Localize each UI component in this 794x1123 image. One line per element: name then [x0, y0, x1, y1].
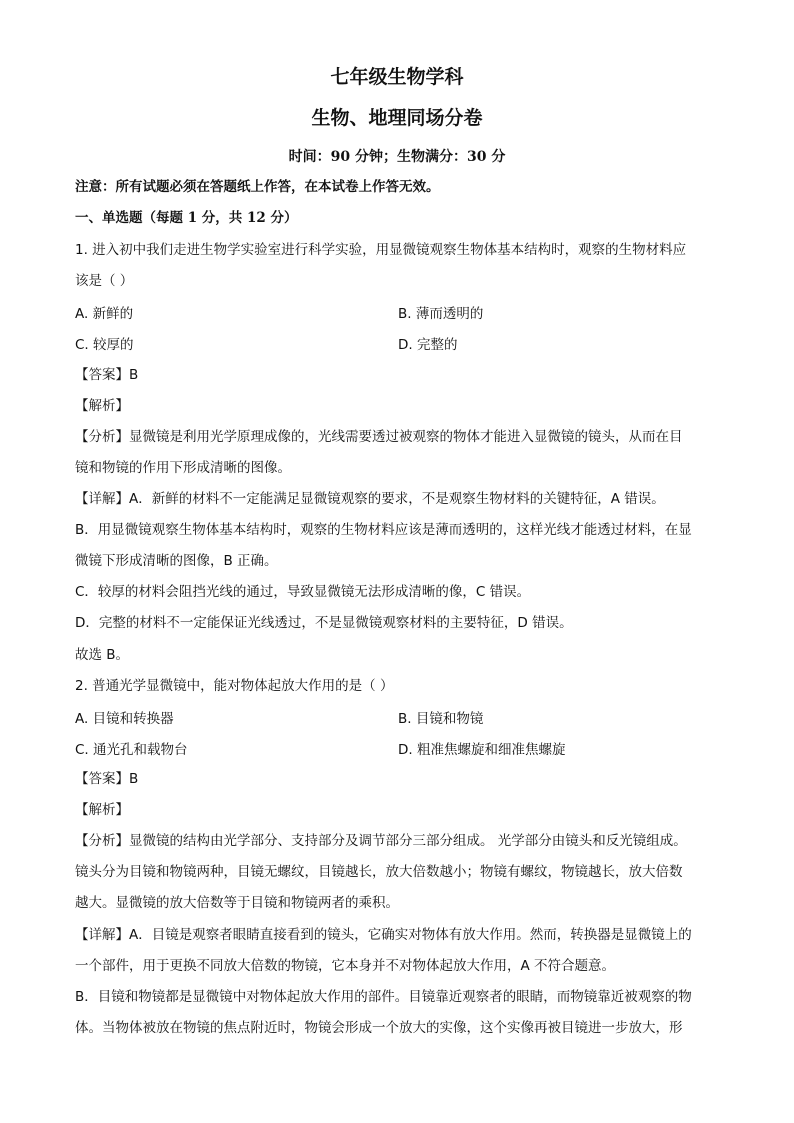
q1-fenxi-line1: 【分析】显微镜是利用光学原理成像的，光线需要透过被观察的物体才能进入显微镜的镜头，从而在目	[75, 429, 683, 445]
q1-conclusion: 故选 B。	[75, 647, 130, 663]
q1-option-a: A. 新鲜的	[75, 306, 134, 322]
q1-xiangjie-line3: 微镜下形成清晰的图像，B 正确。	[75, 553, 278, 569]
q2-fenxi-line3: 越大。显微镜的放大倍数等于目镜和物镜两者的乘积。	[75, 895, 399, 911]
q2-option-d: D. 粗准焦螺旋和细准焦螺旋	[398, 742, 566, 758]
q1-fenxi-line2: 镜和物镜的作用下形成清晰的图像。	[75, 460, 291, 476]
q1-analysis-label: 【解析】	[75, 398, 129, 414]
q1-xiangjie-line2: B．用显微镜观察生物体基本结构时，观察的生物材料应该是薄而透明的，这样光线才能透过材料，在显	[75, 522, 692, 538]
q2-analysis-label: 【解析】	[75, 802, 129, 818]
q2-xiangjie-line4: 体。当物体被放在物镜的焦点附近时，物镜会形成一个放大的实像，这个实像再被目镜进一步放大，形	[75, 1020, 683, 1036]
q2-answer: 【答案】B	[75, 771, 139, 787]
section-heading: 一、单选题（每题 1 分，共 12 分）	[75, 210, 298, 226]
q1-option-b: B. 薄而透明的	[398, 306, 484, 322]
q1-xiangjie-line4: C．较厚的材料会阻挡光线的通过，导致显微镜无法形成清晰的像，C 错误。	[75, 584, 531, 600]
q1-option-c: C. 较厚的	[75, 337, 134, 353]
q2-xiangjie-line3: B．目镜和物镜都是显微镜中对物体起放大作用的部件。目镜靠近观察者的眼睛，而物镜靠近被观察的物	[75, 989, 692, 1005]
q2-fenxi-line2: 镜头分为目镜和物镜两种，目镜无螺纹，目镜越长，放大倍数越小；物镜有螺纹，物镜越长，放大倍数	[75, 864, 683, 880]
exam-meta: 时间：90 分钟；生物满分：30 分	[288, 149, 506, 165]
q1-xiangjie-line1: 【详解】A．新鲜的材料不一定能满足显微镜观察的要求，不是观察生物材料的关键特征，A 错误。	[75, 491, 665, 507]
q2-option-a: A. 目镜和转换器	[75, 711, 174, 727]
page-title: 七年级生物学科	[330, 66, 464, 88]
q1-answer: 【答案】B	[75, 367, 139, 383]
page-subtitle: 生物、地理同场分卷	[311, 107, 483, 129]
q1-stem-line1: 1. 进入初中我们走进生物学实验室进行科学实验，用显微镜观察生物体基本结构时，观察的生物材料应	[75, 242, 687, 258]
q2-stem-line1: 2. 普通光学显微镜中，能对物体起放大作用的是（ ）	[75, 678, 394, 694]
exam-notice: 注意：所有试题必须在答题纸上作答，在本试卷上作答无效。	[75, 179, 440, 195]
q1-option-d: D. 完整的	[398, 337, 458, 353]
q2-option-c: C. 通光孔和载物台	[75, 742, 188, 758]
q2-xiangjie-line2: 一个部件，用于更换不同放大倍数的物镜，它本身并不对物体起放大作用，A 不符合题意。	[75, 958, 616, 974]
q2-fenxi-line1: 【分析】显微镜的结构由光学部分、支持部分及调节部分三部分组成。 光学部分由镜头和反光镜组成。	[75, 833, 687, 849]
q2-option-b: B. 目镜和物镜	[398, 711, 484, 727]
q1-stem-line2: 该是（ ）	[75, 273, 134, 289]
q2-xiangjie-line1: 【详解】A．目镜是观察者眼睛直接看到的镜头，它确实对物体有放大作用。然而，转换器是显微镜上的	[75, 927, 692, 943]
q1-xiangjie-line5: D．完整的材料不一定能保证光线透过，不是显微镜观察材料的主要特征，D 错误。	[75, 615, 573, 631]
